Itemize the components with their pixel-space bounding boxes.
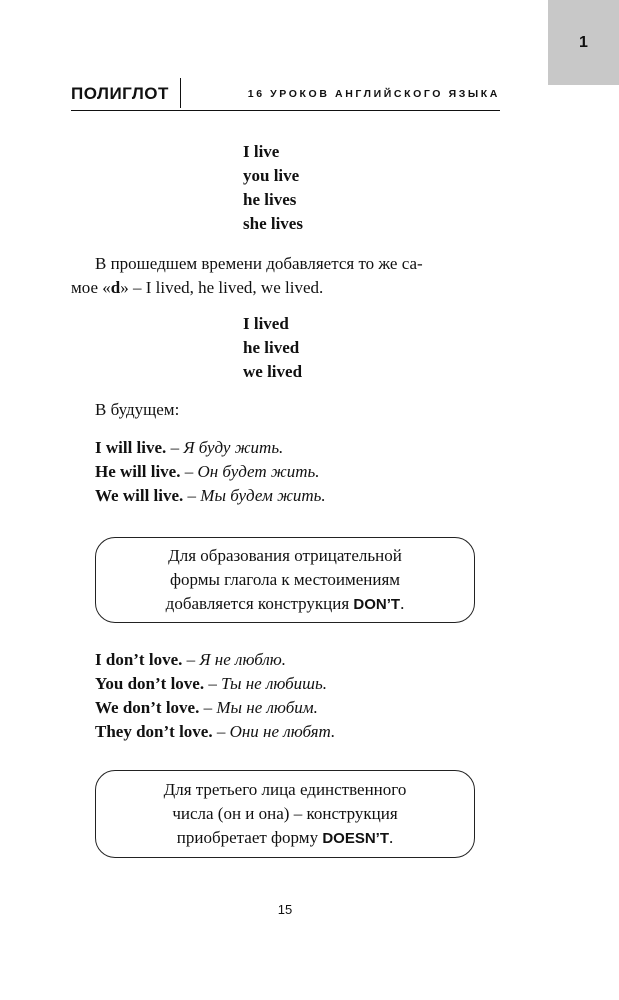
example-ru: Мы будем жить. [200,486,326,505]
past-form: he lived [243,338,300,357]
present-forms-list [243,140,303,236]
paragraph-line [71,276,500,300]
bold-letter: d [110,278,121,297]
future-examples [95,436,326,508]
example-en: They don’t love. [95,722,213,741]
paragraph-line: В прошедшем времени добавляется то же са- [95,254,423,273]
past-form: we lived [243,362,303,381]
present-form: he lives [243,190,297,209]
example-line [95,460,326,484]
example-en: He will live. [95,462,181,481]
text-segment: приобретает форму [176,827,323,847]
example-en: We don’t love. [95,698,200,717]
header-divider [180,78,181,108]
box-line: Для образования отрицательной [168,545,402,565]
example-line [95,484,326,508]
example-dash: – [212,722,230,741]
example-en: You don’t love. [95,674,205,693]
header-rule [71,110,500,111]
box-line: Для третьего лица единственного [163,779,407,799]
example-ru: Он будет жить. [197,462,320,481]
example-ru: Я буду жить. [183,438,284,457]
box-line [96,826,474,851]
text-segment: добавляется конструкция [165,593,354,613]
example-ru: Мы не любим. [216,698,318,717]
example-line [95,672,335,696]
future-intro: В будущем: [95,400,180,419]
example-en: I will live. [95,438,167,457]
example-dash: – [199,698,217,717]
past-forms-list [243,312,302,384]
rule-box-doesnt [95,770,475,858]
example-en: We will live. [95,486,184,505]
example-ru: Они не любят. [229,722,336,741]
past-form: I lived [243,314,289,333]
example-dash: – [183,486,201,505]
text-segment: . [389,827,394,847]
example-line [95,436,326,460]
example-dash: – [182,650,200,669]
example-ru: Ты не любишь. [221,674,327,693]
example-en: I don’t love. [95,650,183,669]
box-line: числа (он и она) – конструкция [172,803,398,823]
rule-box-dont [95,537,475,623]
chapter-tab: 1 [548,0,619,85]
keyword-doesnt: DOESN’T [322,829,389,847]
box-line: формы глагола к местоимениям [169,569,401,589]
past-tense-paragraph [71,252,500,300]
brand-logo: ПОЛИГЛОТ [71,84,169,103]
text-segment: » – I lived, he lived, we lived. [120,278,324,297]
present-form: she lives [243,214,303,233]
present-form: I live [243,142,280,161]
example-dash: – [204,674,222,693]
example-ru: Я не люблю. [199,650,286,669]
example-line [95,720,335,744]
running-header: 16 УРОКОВ АНГЛИЙСКОГО ЯЗЫКА [247,88,500,100]
example-line [95,696,335,720]
example-dash: – [166,438,184,457]
example-line [95,648,335,672]
example-dash: – [180,462,198,481]
text-segment: мое « [71,278,111,297]
page-number: 15 [277,902,293,917]
keyword-dont: DON’T [353,595,401,613]
box-line [96,592,474,617]
present-form: you live [243,166,300,185]
text-segment: . [400,593,405,613]
negative-examples [95,648,335,744]
